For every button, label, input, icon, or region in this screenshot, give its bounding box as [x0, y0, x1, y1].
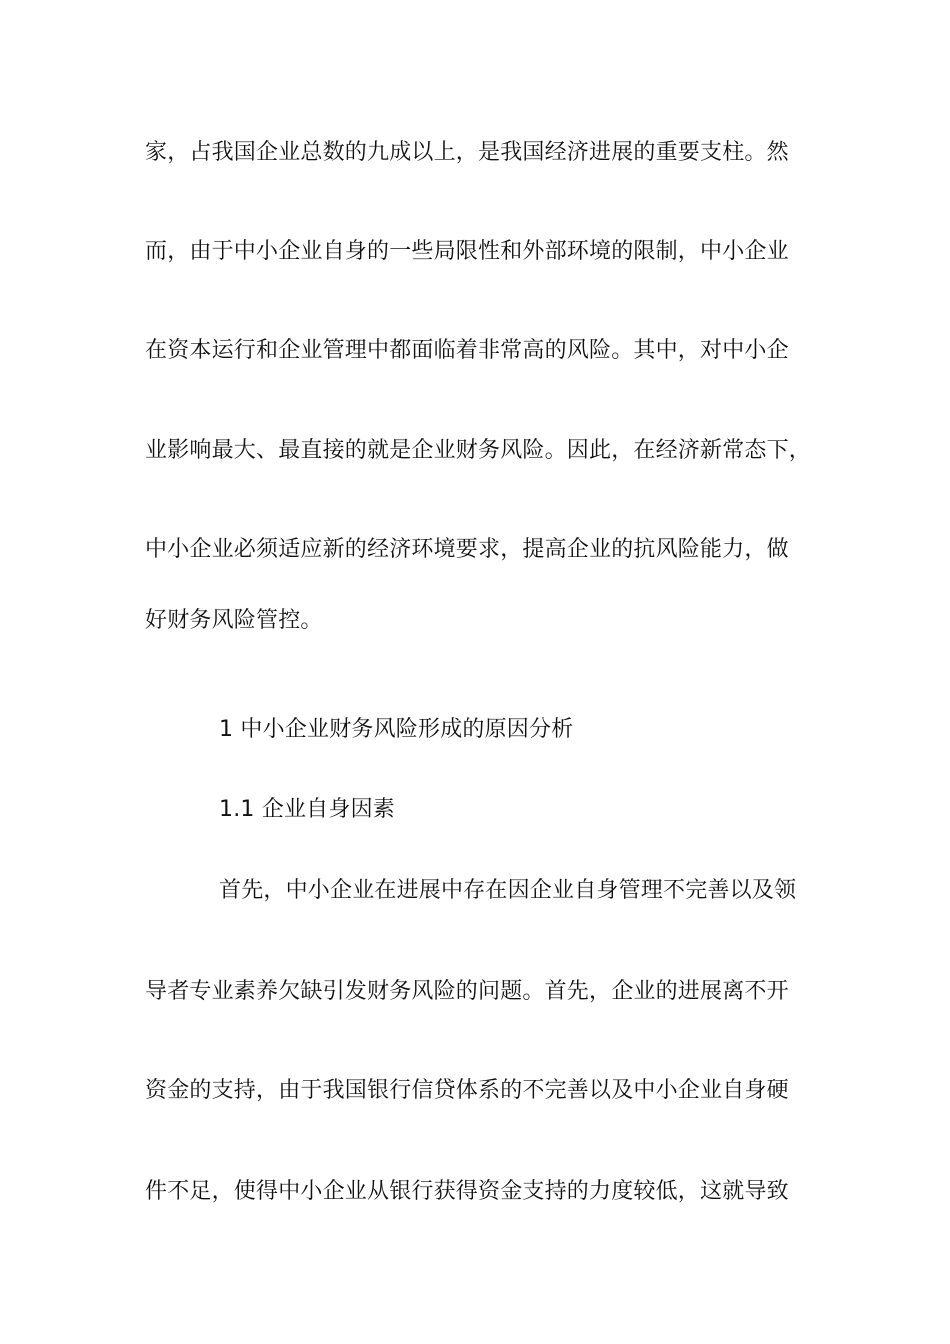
paragraph-1-line-6: 好财务风险管控。: [145, 608, 323, 633]
paragraph-2-line-1: 首先，中小企业在进展中存在因企业自身管理不完善以及领: [219, 878, 797, 903]
paragraph-1-line-5: 中小企业必须适应新的经济环境要求，提高企业的抗风险能力，做: [145, 537, 789, 562]
paragraph-1-line-2: 而，由于中小企业自身的一些局限性和外部环境的限制，中小企业: [145, 239, 789, 264]
paragraph-2-line-2: 导者专业素养欠缺引发财务风险的问题。首先，企业的进展离不开: [145, 979, 789, 1004]
section-heading-1-1: 1.1 企业自身因素: [219, 797, 395, 822]
section-heading-1: 1 中小企业财务风险形成的原因分析: [219, 717, 574, 742]
paragraph-1-line-3: 在资本运行和企业管理中都面临着非常高的风险。其中，对中小企: [145, 338, 789, 363]
paragraph-2-line-3: 资金的支持，由于我国银行信贷体系的不完善以及中小企业自身硬: [145, 1078, 789, 1103]
paragraph-2-line-4: 件不足，使得中小企业从银行获得资金支持的力度较低，这就导致: [145, 1179, 789, 1204]
paragraph-1-line-4: 业影响最大、最直接的就是企业财务风险。因此，在经济新常态下，: [145, 438, 812, 463]
paragraph-1-line-1: 家，占我国企业总数的九成以上，是我国经济进展的重要支柱。然: [145, 140, 789, 165]
